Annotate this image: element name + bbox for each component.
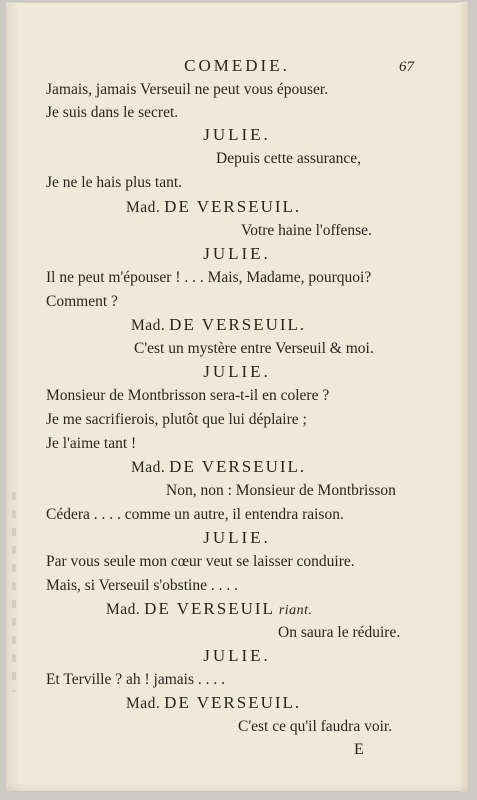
speaker-title: Mad. [126,695,161,712]
speaker-julie: JULIE. [203,125,271,144]
speaker-julie: JULIE. [203,244,271,263]
stage-direction: riant. [278,603,313,618]
speaker-name: DE VERSEUIL. [164,693,302,712]
verse-line: Depuis cette assurance, [216,150,362,167]
speaker-mad-de-verseuil [131,458,306,477]
verse-line: Jamais, jamais Verseuil ne peut vous épouser. [46,81,329,98]
verse-line: Votre haine l'offense. [241,222,372,239]
speaker-name: DE VERSEUIL. [164,197,302,216]
speaker-mad-de-verseuil [131,316,306,335]
speaker-mad-de-verseuil [106,600,313,620]
speaker-name: DE VERSEUIL. [169,457,307,476]
catchword: E [354,741,364,758]
speaker-julie: JULIE. [203,528,271,547]
verse-line: Cédera . . . . comme un autre, il entendra raison. [46,506,344,523]
verse-line: Et Terville ? ah ! jamais . . . . [46,671,225,688]
page-bottom-shade [6,782,468,792]
verse-line: On saura le réduire. [278,624,401,641]
verse-line: Je l'aime tant ! [46,435,137,452]
speaker-name: DE VERSEUIL. [169,315,307,334]
verse-line: Comment ? [46,293,118,310]
speaker-julie: JULIE. [203,362,271,381]
verse-line: C'est un mystère entre Verseuil & moi. [134,340,374,357]
running-head-title: COMEDIE. [184,56,290,75]
speaker-julie: JULIE. [203,646,271,665]
page-edge [459,2,468,792]
verse-line: Je ne le hais plus tant. [46,174,183,191]
verse-line: C'est ce qu'il faudra voir. [238,718,393,735]
verse-line: Il ne peut m'épouser ! . . . Mais, Madame, pourquoi? [46,269,372,286]
speaker-title: Mad. [126,199,161,216]
speaker-mad-de-verseuil [126,694,301,713]
verse-line: Non, non : Monsieur de Montbrisson [166,482,396,499]
verse-line: Je suis dans le secret. [46,104,179,121]
speaker-name: DE VERSEUIL [144,599,275,618]
verse-line: Monsieur de Montbrisson sera-t-il en colere ? [46,387,330,404]
page-number: 67 [399,59,414,75]
book-page [6,2,468,792]
speaker-title: Mad. [131,317,166,334]
verse-line: Par vous seule mon cœur veut se laisser conduire. [46,553,355,570]
speaker-title: Mad. [131,459,166,476]
verse-line: Mais, si Verseuil s'obstine . . . . [46,577,238,594]
verse-line: Je me sacrifierois, plutôt que lui déplaire ; [46,411,307,428]
speaker-title: Mad. [106,601,141,618]
speaker-mad-de-verseuil [126,198,301,217]
